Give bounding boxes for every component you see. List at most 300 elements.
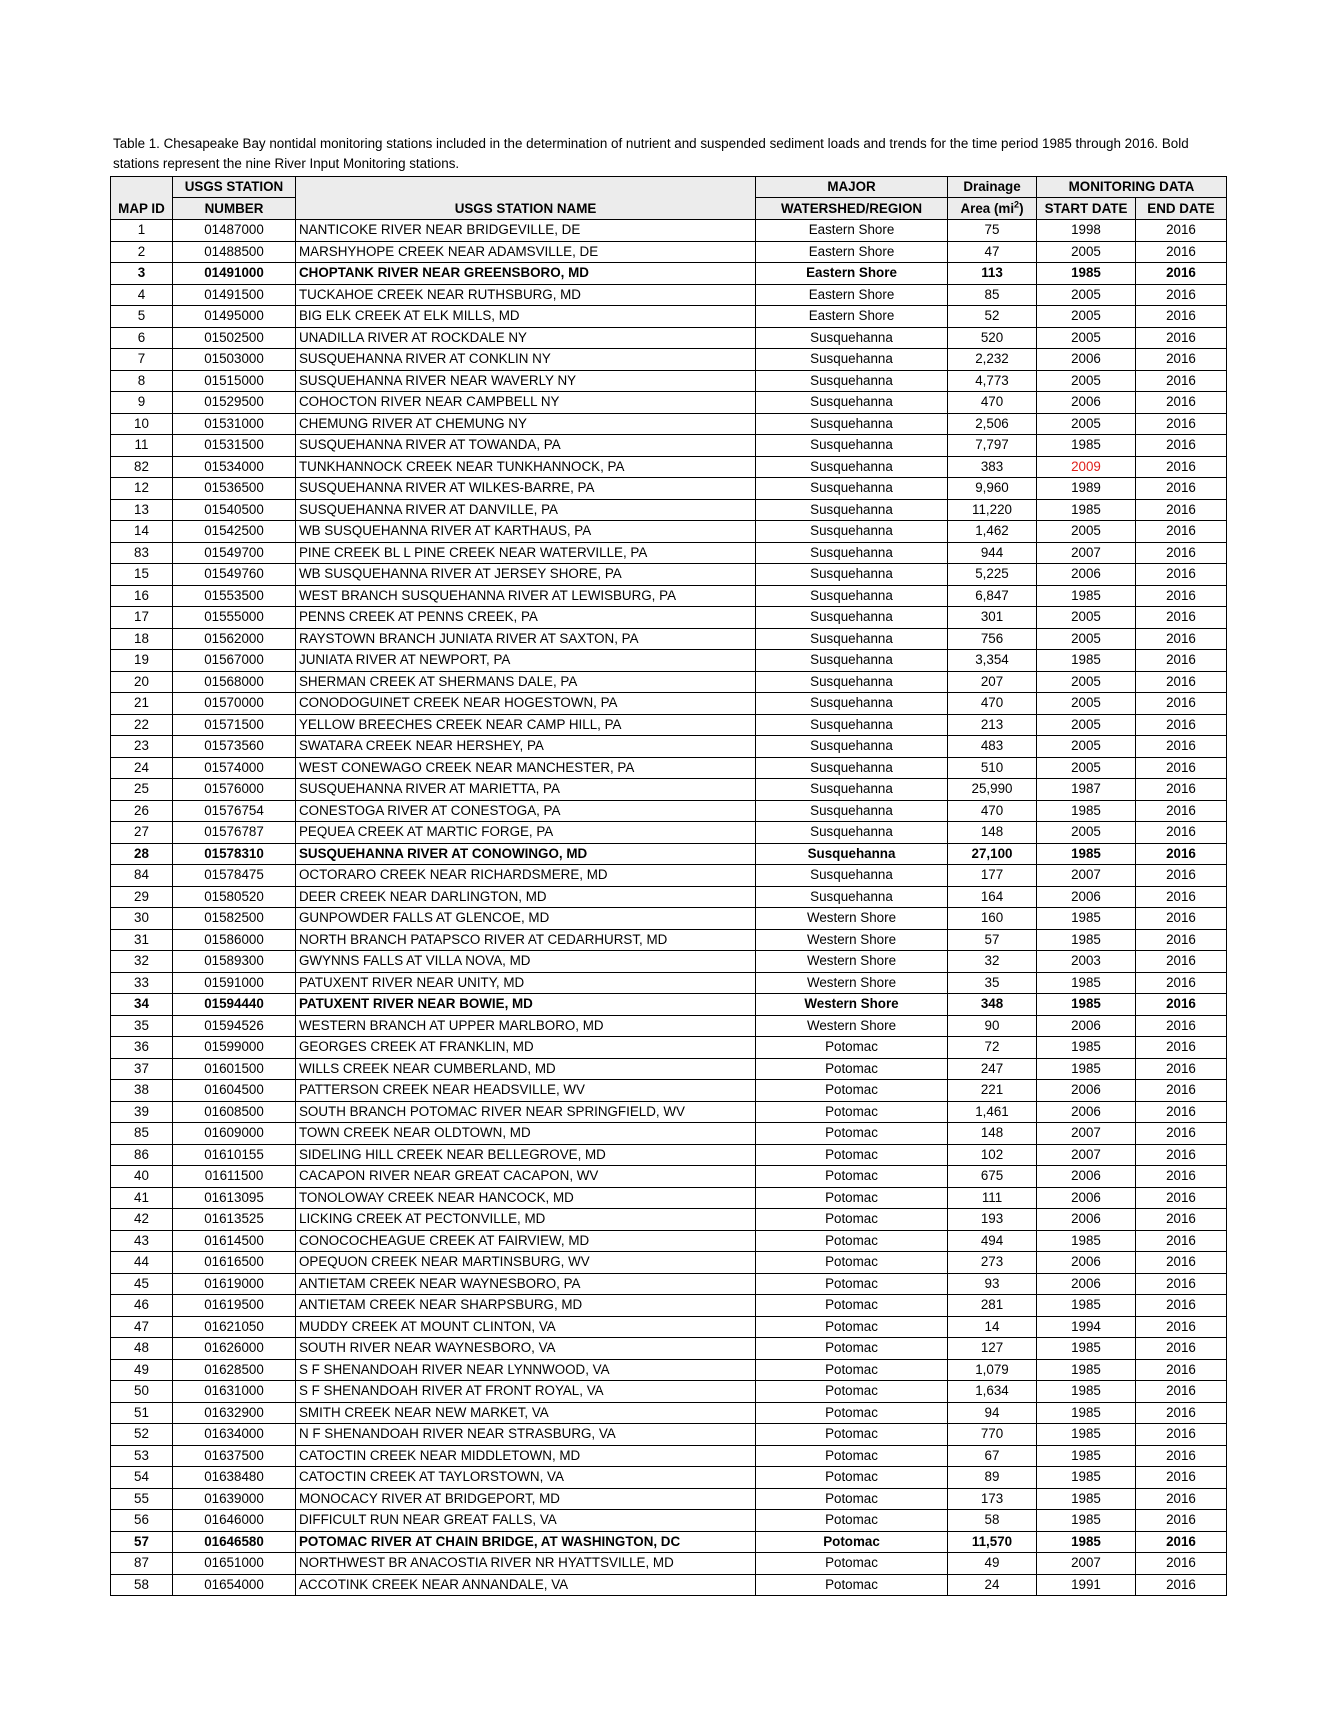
cell-map-id: 41 [111,1187,173,1209]
cell-end-date: 2016 [1136,1338,1227,1360]
cell-station-number: 01531500 [173,435,296,457]
table-row [111,779,1227,801]
cell-station-number: 01591000 [173,972,296,994]
cell-end-date: 2016 [1136,499,1227,521]
cell-map-id: 21 [111,693,173,715]
cell-watershed-region: Potomac [756,1553,948,1575]
cell-map-id: 40 [111,1166,173,1188]
cell-station-number: 01576787 [173,822,296,844]
cell-station-name: SUSQUEHANNA RIVER AT CONOWINGO, MD [296,843,756,865]
cell-station-name: PENNS CREEK AT PENNS CREEK, PA [296,607,756,629]
cell-drainage-area: 193 [948,1209,1037,1231]
cell-drainage-area: 173 [948,1488,1037,1510]
cell-drainage-area: 75 [948,220,1037,242]
cell-station-name: COHOCTON RIVER NEAR CAMPBELL NY [296,392,756,414]
cell-map-id: 52 [111,1424,173,1446]
cell-start-date: 1985 [1037,800,1136,822]
table-row [111,370,1227,392]
table-row [111,736,1227,758]
cell-map-id: 56 [111,1510,173,1532]
cell-station-name: OPEQUON CREEK NEAR MARTINSBURG, WV [296,1252,756,1274]
cell-map-id: 53 [111,1445,173,1467]
cell-start-date: 2006 [1037,1080,1136,1102]
cell-station-number: 01573560 [173,736,296,758]
cell-drainage-area: 383 [948,456,1037,478]
cell-drainage-area: 7,797 [948,435,1037,457]
cell-station-number: 01576754 [173,800,296,822]
table-row [111,693,1227,715]
cell-station-name: YELLOW BREECHES CREEK NEAR CAMP HILL, PA [296,714,756,736]
table-row [111,413,1227,435]
cell-start-date: 2005 [1037,284,1136,306]
cell-watershed-region: Potomac [756,1488,948,1510]
cell-end-date: 2016 [1136,843,1227,865]
header-map-id: MAP ID [111,177,173,220]
cell-drainage-area: 67 [948,1445,1037,1467]
cell-station-number: 01574000 [173,757,296,779]
cell-end-date: 2016 [1136,693,1227,715]
cell-drainage-area: 273 [948,1252,1037,1274]
cell-start-date: 2006 [1037,1015,1136,1037]
cell-station-name: GWYNNS FALLS AT VILLA NOVA, MD [296,951,756,973]
cell-end-date: 2016 [1136,736,1227,758]
cell-watershed-region: Potomac [756,1295,948,1317]
table-row [111,1252,1227,1274]
cell-start-date: 2005 [1037,714,1136,736]
cell-station-name: WEST BRANCH SUSQUEHANNA RIVER AT LEWISBURG, PA [296,585,756,607]
cell-watershed-region: Potomac [756,1187,948,1209]
cell-drainage-area: 221 [948,1080,1037,1102]
cell-start-date: 2005 [1037,693,1136,715]
cell-watershed-region: Susquehanna [756,779,948,801]
cell-start-date: 2005 [1037,628,1136,650]
cell-watershed-region: Susquehanna [756,435,948,457]
cell-drainage-area: 89 [948,1467,1037,1489]
cell-map-id: 4 [111,284,173,306]
cell-station-name: SUSQUEHANNA RIVER AT TOWANDA, PA [296,435,756,457]
cell-station-name: SUSQUEHANNA RIVER AT CONKLIN NY [296,349,756,371]
cell-map-id: 49 [111,1359,173,1381]
cell-station-number: 01594440 [173,994,296,1016]
cell-end-date: 2016 [1136,1058,1227,1080]
cell-drainage-area: 49 [948,1553,1037,1575]
cell-end-date: 2016 [1136,1316,1227,1338]
cell-drainage-area: 164 [948,886,1037,908]
cell-map-id: 27 [111,822,173,844]
cell-end-date: 2016 [1136,1123,1227,1145]
cell-watershed-region: Susquehanna [756,327,948,349]
cell-station-number: 01604500 [173,1080,296,1102]
table-row [111,1510,1227,1532]
cell-start-date: 1998 [1037,220,1136,242]
cell-start-date: 2007 [1037,542,1136,564]
cell-watershed-region: Susquehanna [756,413,948,435]
cell-map-id: 12 [111,478,173,500]
table-row [111,1123,1227,1145]
cell-drainage-area: 11,570 [948,1531,1037,1553]
cell-end-date: 2016 [1136,1187,1227,1209]
cell-map-id: 83 [111,542,173,564]
cell-drainage-area: 2,232 [948,349,1037,371]
cell-map-id: 44 [111,1252,173,1274]
cell-end-date: 2016 [1136,542,1227,564]
cell-watershed-region: Western Shore [756,994,948,1016]
cell-station-number: 01586000 [173,929,296,951]
table-row [111,1144,1227,1166]
table-row [111,1381,1227,1403]
cell-station-number: 01542500 [173,521,296,543]
table-row [111,521,1227,543]
cell-watershed-region: Susquehanna [756,628,948,650]
cell-station-name: WEST CONEWAGO CREEK NEAR MANCHESTER, PA [296,757,756,779]
header-drainage-area [948,198,1037,220]
cell-end-date: 2016 [1136,929,1227,951]
table-row [111,284,1227,306]
header-station-name: USGS STATION NAME [296,177,756,220]
cell-station-number: 01536500 [173,478,296,500]
cell-map-id: 46 [111,1295,173,1317]
cell-station-name: WB SUSQUEHANNA RIVER AT KARTHAUS, PA [296,521,756,543]
cell-station-number: 01568000 [173,671,296,693]
cell-start-date: 1985 [1037,1488,1136,1510]
cell-map-id: 51 [111,1402,173,1424]
cell-drainage-area: 25,990 [948,779,1037,801]
cell-drainage-area: 93 [948,1273,1037,1295]
cell-start-date: 2006 [1037,564,1136,586]
table-row [111,800,1227,822]
cell-station-number: 01637500 [173,1445,296,1467]
cell-station-name: UNADILLA RIVER AT ROCKDALE NY [296,327,756,349]
cell-end-date: 2016 [1136,1037,1227,1059]
cell-station-number: 01562000 [173,628,296,650]
cell-watershed-region: Potomac [756,1252,948,1274]
cell-station-name: CONESTOGA RIVER AT CONESTOGA, PA [296,800,756,822]
table-row [111,843,1227,865]
cell-start-date: 1991 [1037,1574,1136,1596]
cell-start-date: 1987 [1037,779,1136,801]
cell-watershed-region: Potomac [756,1101,948,1123]
cell-station-number: 01491500 [173,284,296,306]
cell-start-date: 2007 [1037,1123,1136,1145]
cell-map-id: 7 [111,349,173,371]
cell-map-id: 55 [111,1488,173,1510]
cell-station-number: 01613095 [173,1187,296,1209]
cell-station-name: TUCKAHOE CREEK NEAR RUTHSBURG, MD [296,284,756,306]
table-row [111,456,1227,478]
cell-start-date: 2005 [1037,306,1136,328]
cell-station-number: 01628500 [173,1359,296,1381]
cell-drainage-area: 213 [948,714,1037,736]
table-row [111,628,1227,650]
cell-station-name: ANTIETAM CREEK NEAR SHARPSBURG, MD [296,1295,756,1317]
cell-drainage-area: 177 [948,865,1037,887]
table-row [111,972,1227,994]
header-watershed-top: MAJOR [756,177,948,198]
cell-station-number: 01549700 [173,542,296,564]
cell-station-number: 01611500 [173,1166,296,1188]
cell-drainage-area: 510 [948,757,1037,779]
cell-end-date: 2016 [1136,1424,1227,1446]
cell-start-date: 1985 [1037,908,1136,930]
table-row [111,908,1227,930]
cell-start-date: 1985 [1037,1424,1136,1446]
cell-watershed-region: Susquehanna [756,714,948,736]
cell-map-id: 20 [111,671,173,693]
cell-map-id: 58 [111,1574,173,1596]
cell-start-date: 2007 [1037,865,1136,887]
cell-end-date: 2016 [1136,671,1227,693]
cell-station-name: SOUTH RIVER NEAR WAYNESBORO, VA [296,1338,756,1360]
cell-watershed-region: Potomac [756,1273,948,1295]
cell-end-date: 2016 [1136,1510,1227,1532]
cell-watershed-region: Western Shore [756,972,948,994]
cell-station-number: 01576000 [173,779,296,801]
cell-station-name: TONOLOWAY CREEK NEAR HANCOCK, MD [296,1187,756,1209]
cell-watershed-region: Potomac [756,1144,948,1166]
cell-end-date: 2016 [1136,1295,1227,1317]
cell-end-date: 2016 [1136,1402,1227,1424]
cell-station-number: 01515000 [173,370,296,392]
cell-station-name: PATUXENT RIVER NEAR UNITY, MD [296,972,756,994]
cell-map-id: 87 [111,1553,173,1575]
cell-station-number: 01609000 [173,1123,296,1145]
cell-end-date: 2016 [1136,972,1227,994]
cell-station-name: SUSQUEHANNA RIVER AT DANVILLE, PA [296,499,756,521]
cell-watershed-region: Susquehanna [756,607,948,629]
cell-station-number: 01631000 [173,1381,296,1403]
cell-watershed-region: Potomac [756,1402,948,1424]
cell-end-date: 2016 [1136,1531,1227,1553]
cell-end-date: 2016 [1136,1467,1227,1489]
cell-drainage-area: 94 [948,1402,1037,1424]
cell-end-date: 2016 [1136,327,1227,349]
cell-end-date: 2016 [1136,263,1227,285]
cell-end-date: 2016 [1136,241,1227,263]
cell-drainage-area: 72 [948,1037,1037,1059]
cell-drainage-area: 944 [948,542,1037,564]
header-drainage-prefix: Area (mi [960,200,1015,216]
cell-watershed-region: Potomac [756,1058,948,1080]
cell-station-number: 01534000 [173,456,296,478]
cell-station-number: 01529500 [173,392,296,414]
cell-drainage-area: 520 [948,327,1037,349]
cell-end-date: 2016 [1136,392,1227,414]
cell-watershed-region: Susquehanna [756,349,948,371]
cell-drainage-area: 127 [948,1338,1037,1360]
cell-map-id: 86 [111,1144,173,1166]
cell-map-id: 3 [111,263,173,285]
cell-drainage-area: 1,634 [948,1381,1037,1403]
cell-end-date: 2016 [1136,1488,1227,1510]
header-end-date: END DATE [1136,198,1227,220]
cell-map-id: 9 [111,392,173,414]
cell-station-name: DIFFICULT RUN NEAR GREAT FALLS, VA [296,1510,756,1532]
cell-map-id: 36 [111,1037,173,1059]
cell-map-id: 31 [111,929,173,951]
cell-station-number: 01567000 [173,650,296,672]
cell-map-id: 82 [111,456,173,478]
cell-watershed-region: Potomac [756,1166,948,1188]
table-row [111,1316,1227,1338]
cell-station-name: ACCOTINK CREEK NEAR ANNANDALE, VA [296,1574,756,1596]
cell-watershed-region: Susquehanna [756,392,948,414]
cell-watershed-region: Potomac [756,1445,948,1467]
cell-start-date: 1985 [1037,1510,1136,1532]
cell-station-name: MARSHYHOPE CREEK NEAR ADAMSVILLE, DE [296,241,756,263]
cell-end-date: 2016 [1136,714,1227,736]
cell-map-id: 24 [111,757,173,779]
table-row [111,263,1227,285]
cell-watershed-region: Susquehanna [756,865,948,887]
cell-end-date: 2016 [1136,1144,1227,1166]
cell-start-date: 1985 [1037,435,1136,457]
cell-map-id: 6 [111,327,173,349]
cell-station-name: TOWN CREEK NEAR OLDTOWN, MD [296,1123,756,1145]
cell-watershed-region: Western Shore [756,951,948,973]
table-row [111,1037,1227,1059]
table-row [111,1230,1227,1252]
cell-drainage-area: 470 [948,392,1037,414]
cell-map-id: 1 [111,220,173,242]
cell-station-name: SWATARA CREEK NEAR HERSHEY, PA [296,736,756,758]
cell-drainage-area: 85 [948,284,1037,306]
cell-station-number: 01594526 [173,1015,296,1037]
cell-drainage-area: 35 [948,972,1037,994]
cell-drainage-area: 756 [948,628,1037,650]
cell-drainage-area: 3,354 [948,650,1037,672]
cell-start-date: 1985 [1037,499,1136,521]
table-row [111,1273,1227,1295]
cell-map-id: 84 [111,865,173,887]
table-row [111,1058,1227,1080]
cell-station-number: 01619500 [173,1295,296,1317]
cell-station-number: 01540500 [173,499,296,521]
cell-station-name: CHOPTANK RIVER NEAR GREENSBORO, MD [296,263,756,285]
cell-map-id: 45 [111,1273,173,1295]
cell-start-date: 2009 [1037,456,1136,478]
table-row [111,951,1227,973]
cell-map-id: 16 [111,585,173,607]
cell-watershed-region: Susquehanna [756,478,948,500]
cell-watershed-region: Potomac [756,1424,948,1446]
header-usgs-station-top: USGS STATION [173,177,296,198]
cell-drainage-area: 301 [948,607,1037,629]
cell-start-date: 1985 [1037,1402,1136,1424]
cell-drainage-area: 160 [948,908,1037,930]
cell-start-date: 2005 [1037,413,1136,435]
header-drainage-sup: 2 [1014,199,1020,210]
cell-start-date: 2007 [1037,1553,1136,1575]
table-body [111,220,1227,1596]
cell-end-date: 2016 [1136,628,1227,650]
cell-station-number: 01553500 [173,585,296,607]
cell-drainage-area: 57 [948,929,1037,951]
cell-end-date: 2016 [1136,306,1227,328]
table-row [111,306,1227,328]
cell-map-id: 29 [111,886,173,908]
cell-station-number: 01621050 [173,1316,296,1338]
cell-start-date: 2005 [1037,822,1136,844]
cell-station-number: 01646000 [173,1510,296,1532]
table-row [111,542,1227,564]
cell-drainage-area: 1,079 [948,1359,1037,1381]
cell-start-date: 2003 [1037,951,1136,973]
cell-watershed-region: Eastern Shore [756,284,948,306]
table-row [111,327,1227,349]
cell-end-date: 2016 [1136,1230,1227,1252]
cell-drainage-area: 11,220 [948,499,1037,521]
cell-watershed-region: Susquehanna [756,886,948,908]
table-row [111,1101,1227,1123]
header-drainage-top: Drainage [948,177,1037,198]
cell-station-number: 01610155 [173,1144,296,1166]
cell-drainage-area: 111 [948,1187,1037,1209]
cell-watershed-region: Potomac [756,1037,948,1059]
cell-end-date: 2016 [1136,456,1227,478]
cell-end-date: 2016 [1136,521,1227,543]
cell-station-number: 01639000 [173,1488,296,1510]
cell-map-id: 48 [111,1338,173,1360]
cell-watershed-region: Susquehanna [756,671,948,693]
table-row [111,865,1227,887]
cell-station-name: PINE CREEK BL L PINE CREEK NEAR WATERVILLE, PA [296,542,756,564]
cell-watershed-region: Potomac [756,1123,948,1145]
cell-station-name: NORTHWEST BR ANACOSTIA RIVER NR HYATTSVILLE, MD [296,1553,756,1575]
table-row [111,241,1227,263]
header-watershed-bottom: WATERSHED/REGION [756,198,948,220]
cell-start-date: 2005 [1037,241,1136,263]
cell-watershed-region: Susquehanna [756,843,948,865]
cell-drainage-area: 470 [948,693,1037,715]
table-header [111,177,1227,220]
cell-station-number: 01488500 [173,241,296,263]
cell-watershed-region: Potomac [756,1230,948,1252]
table-row [111,1424,1227,1446]
cell-start-date: 1985 [1037,1058,1136,1080]
table-row [111,822,1227,844]
cell-watershed-region: Susquehanna [756,693,948,715]
cell-end-date: 2016 [1136,994,1227,1016]
cell-station-name: POTOMAC RIVER AT CHAIN BRIDGE, AT WASHINGTON, DC [296,1531,756,1553]
cell-map-id: 30 [111,908,173,930]
cell-drainage-area: 9,960 [948,478,1037,500]
cell-drainage-area: 52 [948,306,1037,328]
table-row [111,1295,1227,1317]
cell-watershed-region: Potomac [756,1338,948,1360]
cell-station-number: 01549760 [173,564,296,586]
cell-start-date: 2005 [1037,736,1136,758]
cell-station-name: NORTH BRANCH PATAPSCO RIVER AT CEDARHURST, MD [296,929,756,951]
cell-drainage-area: 4,773 [948,370,1037,392]
cell-drainage-area: 148 [948,1123,1037,1145]
cell-end-date: 2016 [1136,1015,1227,1037]
cell-station-name: BIG ELK CREEK AT ELK MILLS, MD [296,306,756,328]
cell-map-id: 18 [111,628,173,650]
cell-station-name: S F SHENANDOAH RIVER NEAR LYNNWOOD, VA [296,1359,756,1381]
table-row [111,499,1227,521]
cell-station-name: JUNIATA RIVER AT NEWPORT, PA [296,650,756,672]
cell-watershed-region: Potomac [756,1574,948,1596]
cell-station-name: SMITH CREEK NEAR NEW MARKET, VA [296,1402,756,1424]
cell-watershed-region: Susquehanna [756,757,948,779]
table-row [111,1338,1227,1360]
table-row [111,585,1227,607]
cell-drainage-area: 675 [948,1166,1037,1188]
cell-watershed-region: Potomac [756,1531,948,1553]
cell-start-date: 1985 [1037,585,1136,607]
cell-station-name: ANTIETAM CREEK NEAR WAYNESBORO, PA [296,1273,756,1295]
table-row [111,1467,1227,1489]
